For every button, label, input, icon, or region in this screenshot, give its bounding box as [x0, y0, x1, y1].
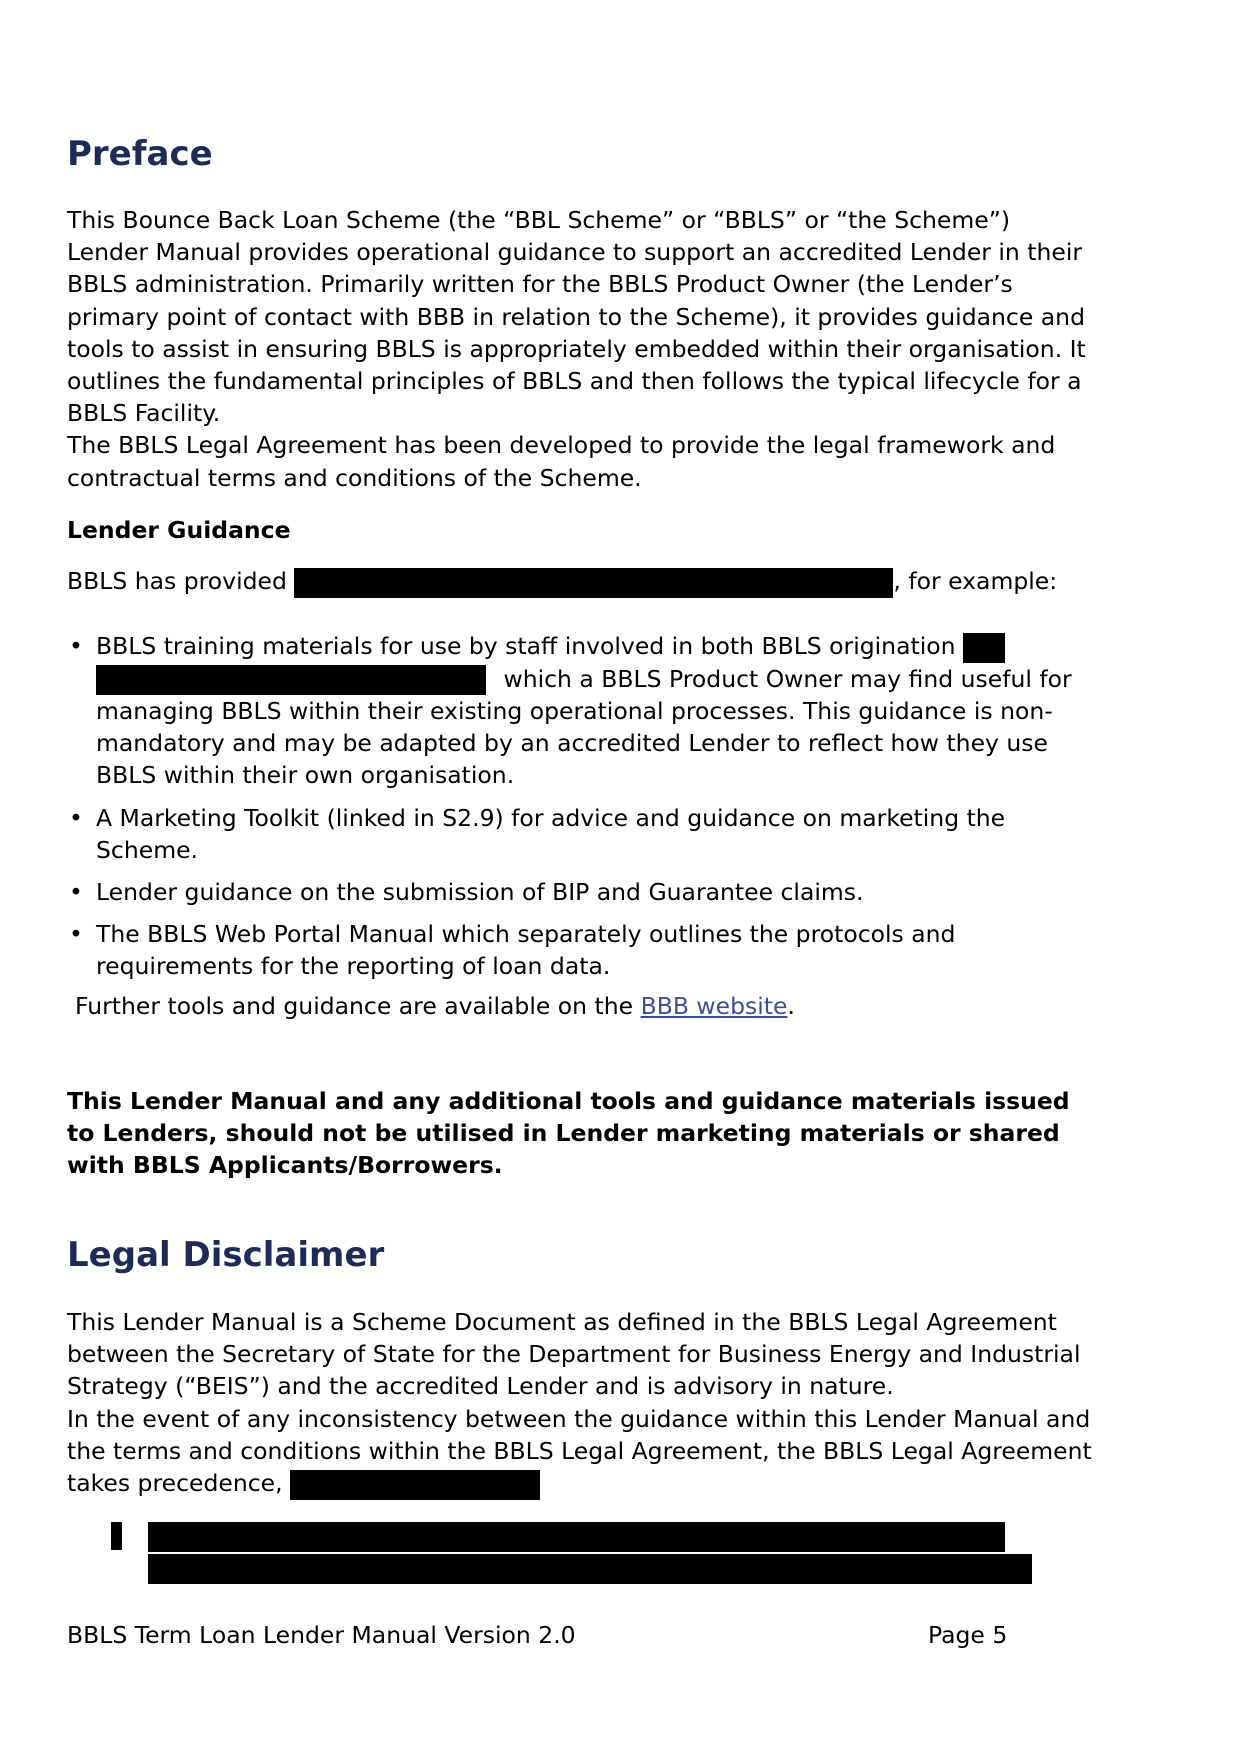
list-item: [67, 876, 1097, 908]
preface-body: [67, 204, 1097, 494]
bullet-2-text: A Marketing Toolkit (linked in S2.9) for advice and guidance on marketing the Scheme.: [96, 803, 1006, 864]
redaction-block: [290, 1470, 540, 1500]
bbb-website-link[interactable]: BBB website: [640, 992, 788, 1020]
preface-paragraph-2: The BBLS Legal Agreement has been developed to provide the legal framework and contractual terms and conditions of the Scheme.: [67, 431, 1056, 492]
intro-text-after: , for example:: [893, 567, 1058, 595]
redaction-block: [294, 568, 893, 598]
list-item: [67, 918, 1097, 982]
usage-warning-text: This Lender Manual and any additional tools and guidance materials issued to Lenders, should not be utilised in Lender marketing materials or shared with BBLS Applicants/Borrowers.: [67, 1087, 1070, 1180]
legal-body: [67, 1306, 1097, 1500]
lender-guidance-heading: Lender Guidance: [67, 516, 291, 544]
bullet-1-text-before: BBLS training materials for use by staff involved in both BBLS origination: [96, 632, 963, 660]
list-item: [67, 630, 1097, 792]
further-text-before: Further tools and guidance are available on the: [75, 992, 641, 1020]
preface-heading: Preface: [67, 134, 213, 174]
legal-section: [67, 1235, 1097, 1275]
bullet-icon: •: [69, 878, 83, 907]
footer-title: BBLS Term Loan Lender Manual Version 2.0: [67, 1621, 576, 1649]
guidance-bullet-list: [67, 630, 1097, 993]
bullet-3-text: Lender guidance on the submission of BIP and Guarantee claims.: [96, 878, 864, 907]
bullet-1-text-after: which a BBLS Product Owner may find useful for managing BBLS within their existing operational processes. This guidance is non-mandatory and may be adapted by an accredited Lender to reflect how they use BBLS within their own organisation.: [96, 664, 1072, 790]
intro-text-before: BBLS has provided: [67, 567, 295, 595]
redaction-block: [963, 633, 1005, 663]
further-tools-line: [75, 990, 1105, 1022]
list-item: [67, 802, 1097, 866]
lender-guidance-heading-wrap: [67, 515, 1097, 545]
usage-warning: [67, 1085, 1097, 1182]
bullet-icon: •: [69, 803, 83, 832]
legal-paragraph-1: This Lender Manual is a Scheme Document as defined in the BBLS Legal Agreement between the Secretary of State for the Department for Business Energy and Industrial Strategy (“BEIS”) and the accredited Lender and is advisory in nature.: [67, 1308, 1081, 1401]
bullet-4-text: The BBLS Web Portal Manual which separately outlines the protocols and requirements for the reporting of loan data.: [96, 920, 956, 981]
redaction-block: [148, 1554, 1032, 1584]
legal-disclaimer-heading: Legal Disclaimer: [67, 1235, 385, 1275]
legal-paragraph-2: In the event of any inconsistency between the guidance within this Lender Manual and the terms and conditions within the BBLS Legal Agreement, the BBLS Legal Agreement takes precedence,: [67, 1404, 1092, 1498]
redaction-block: [148, 1522, 1005, 1552]
bullet-icon: •: [69, 632, 83, 660]
redaction-block: [96, 665, 486, 695]
lender-guidance-intro: [67, 565, 1097, 598]
bullet-icon: •: [69, 920, 83, 949]
redaction-block: [111, 1522, 122, 1550]
preface-paragraph-1: This Bounce Back Loan Scheme (the “BBL Scheme” or “BBLS” or “the Scheme”) Lender Manual provides operational guidance to support an accredited Lender in their BBLS administration. Primarily written for the BBLS Product Owner (the Lender’s primary point of contact with BBB in relation to the Scheme), it provides guidance and tools to assist in ensuring BBLS is appropriately embedded within their organisation. It outlines the fundamental principles of BBLS and then follows the typical lifecycle for a BBLS Facility.: [67, 206, 1086, 428]
preface-section: [67, 134, 1097, 174]
footer-page-number: Page 5: [928, 1621, 1008, 1649]
further-text-after: .: [787, 992, 795, 1020]
